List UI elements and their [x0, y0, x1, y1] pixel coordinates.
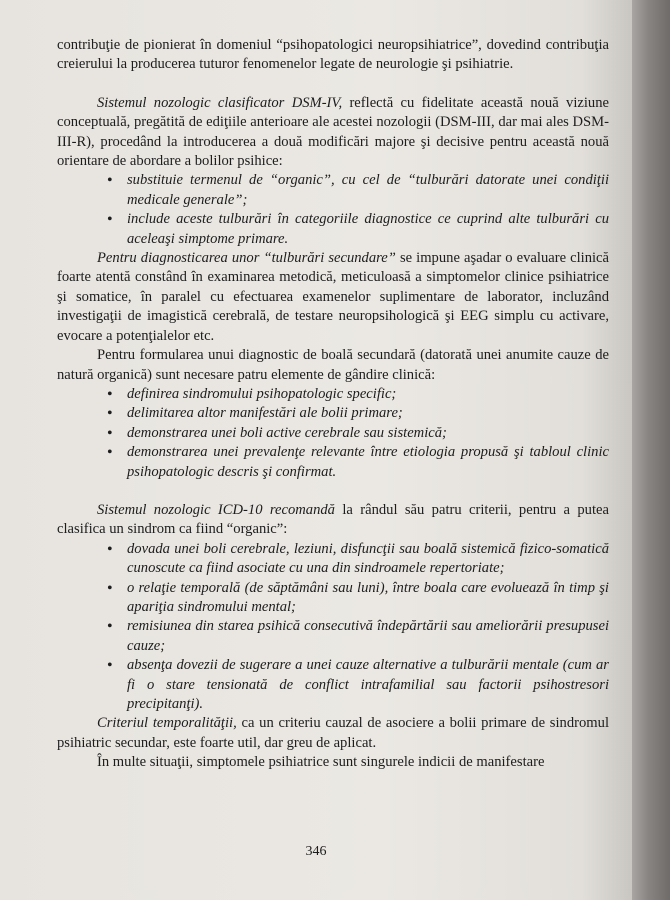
paragraph-closing: În multe situaţii, simptomele psihiatrice sunt singurele indicii de manifestare	[97, 754, 545, 771]
page-text	[57, 36, 609, 773]
page-edge-shadow	[632, 0, 670, 900]
paragraph-intro: contribuţie de pionierat în domeniul “psihopatologici neuropsihiatrice”, dovedind contribuţia creierului la producerea tuturor fenomenelor legate de neurologie şi psihiatrie.	[57, 37, 609, 73]
temporality-lead: Criteriul temporalităţii,	[97, 715, 237, 732]
dsm-iv-lead: Sistemul nozologic clasificator DSM-IV,	[97, 94, 343, 111]
secondary-lead: Pentru diagnosticarea unor “tulburări secundare”	[97, 250, 396, 267]
secondary-text: se impune aşadar o evaluare clinică foarte atentă constând în examinarea metodică, meticuloasă a simptomelor clinice psihiatrice şi somatice, în paralel cu efectuarea examenelor suplimentare de laborator, incluzând investigaţii de imagistică cerebrală, de testare neuropsihologică şi EEG simplu cu activare, evocare a potenţialelor etc.	[57, 250, 609, 344]
list-item: • demonstrarea unei boli active cerebrale sau sistemică;	[127, 424, 609, 443]
list-item: • dovada unei boli cerebrale, leziuni, disfuncţii sau boală sistemică fizico-somatică cunoscute ca fiind asociate cu una din sindroamele repertoriate;	[127, 540, 609, 579]
paragraph-temporality	[57, 714, 609, 753]
list-item: • definirea sindromului psihopatologic specific;	[127, 385, 609, 404]
paragraph-dsm-iv	[57, 94, 609, 172]
list-item: • include aceste tulburări în categoriile diagnostice ce cuprind alte tulburări cu aceleaşi simptome primare.	[127, 210, 609, 249]
page-number: 346	[305, 844, 327, 859]
list-item: • absenţa dovezii de sugerare a unei cauze alternative a tulburării mentale (cum ar fi o stare tensionată de conflict intrafamilial sau factorii psihostresori precipitanţi).	[127, 656, 609, 714]
list-item: • demonstrarea unei prevalenţe relevante între etiologia propusă şi tabloul clinic psihopatologic descris şi confirmat.	[127, 443, 609, 482]
icd-text: la rândul său patru criterii, pentru a putea clasifica un sindrom ca fiind “organic”:	[57, 501, 609, 538]
diagnosis-list	[57, 385, 609, 482]
icd-10-list	[57, 540, 609, 715]
list-item: • substituie termenul de “organic”, cu cel de “tulburări datorate unei condiţii medicale generale”;	[127, 171, 609, 210]
dsm-iv-list	[57, 171, 609, 249]
dsm-iv-text: reflectă cu fidelitate această nouă viziune conceptuală, pregătită de ediţiile anterioare ale acestei nozologii (DSM-III, dar mai ales DSM-III-R), procedând la introducerea a două modificări majore şi decisive pentru această nouă orientare de abordare a bolilor psihice:	[57, 94, 609, 170]
list-item: • delimitarea altor manifestări ale bolii primare;	[127, 404, 609, 423]
paragraph-diagnosis: Pentru formularea unui diagnostic de boală secundară (datorată unei anumite cauze de natură organică) sunt necesare patru elemente de gândire clinică:	[57, 347, 609, 383]
paragraph-secondary-disorders	[57, 249, 609, 346]
list-item: • remisiunea din starea psihică consecutivă îndepărtării sau ameliorării presupusei cauze;	[127, 617, 609, 656]
icd-lead: Sistemul nozologic ICD-10 recomandă	[97, 501, 335, 518]
paragraph-icd-10	[57, 501, 609, 540]
list-item: • o relaţie temporală (de săptămâni sau luni), între boala care evoluează în timp şi apariţia sindromului mental;	[127, 579, 609, 618]
temporality-text: ca un criteriu cauzal de asociere a bolii primare de sindromul psihiatric secundar, este foarte util, dar greu de aplicat.	[57, 715, 609, 751]
